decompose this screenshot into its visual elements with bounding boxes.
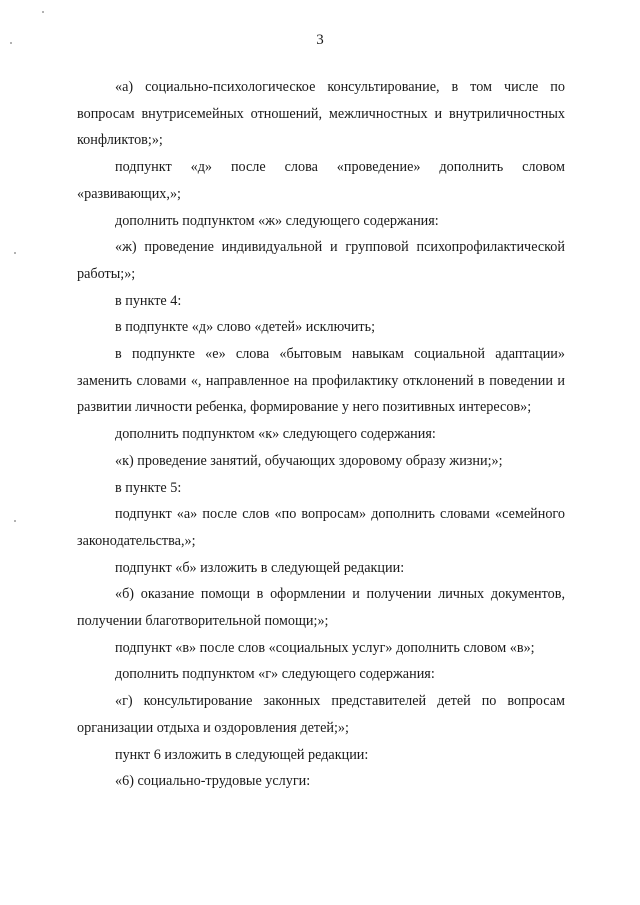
paragraph: в подпункте «д» слово «детей» исключить;: [115, 319, 376, 336]
scan-speck: [14, 252, 16, 254]
paragraph: «б) оказание помощи в оформлении и получении личных документов, получении благотворительной помощи;»;: [77, 586, 565, 630]
document-body: [77, 74, 565, 795]
paragraph: подпункт «б» изложить в следующей редакции:: [115, 559, 405, 576]
paragraph: «к) проведение занятий, обучающих здоровому образу жизни;»;: [115, 452, 503, 469]
paragraph: дополнить подпунктом «г» следующего содержания:: [115, 666, 435, 683]
paragraph: подпункт «д» после слова «проведение» дополнить словом «развивающих,»;: [77, 159, 565, 202]
paragraph: в пункте 4:: [115, 292, 182, 309]
page-number: 3: [316, 32, 324, 48]
paragraph: «ж) проведение индивидуальной и групповой психопрофилактической работы;»;: [77, 239, 565, 282]
paragraph: подпункт «а» после слов «по вопросам» дополнить словами «семейного законодательства,»;: [77, 506, 565, 549]
scan-speck: [42, 11, 44, 13]
paragraph: в подпункте «е» слова «бытовым навыкам социальной адаптации» заменить словами «, направленное на профилактику отклонений в поведении и развитии личности ребенка, формирование у него позитивных интересов»;: [77, 346, 565, 416]
paragraph: «а) социально-психологическое консультирование, в том числе по вопросам внутрисемейных отношений, межличностных и внутриличностных конфликтов;»;: [77, 79, 565, 149]
paragraph: в пункте 5:: [115, 479, 182, 496]
paragraph: дополнить подпунктом «ж» следующего содержания:: [115, 212, 439, 229]
paragraph: «6) социально-трудовые услуги:: [115, 773, 311, 790]
paragraph: пункт 6 изложить в следующей редакции:: [115, 746, 369, 763]
scan-speck: [14, 520, 16, 522]
paragraph: дополнить подпунктом «к» следующего содержания:: [115, 426, 436, 443]
paragraph: «г) консультирование законных представителей детей по вопросам организации отдыха и оздоровления детей;»;: [77, 693, 565, 736]
paragraph: подпункт «в» после слов «социальных услуг» дополнить словом «в»;: [115, 639, 535, 656]
